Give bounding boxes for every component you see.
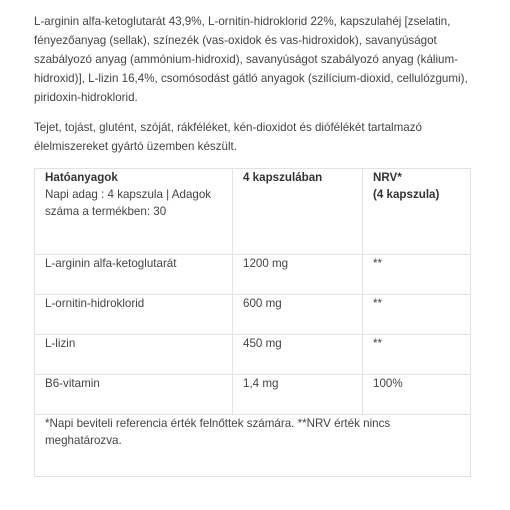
nutrition-table — [34, 168, 471, 477]
row-nrv: 100% — [363, 375, 471, 415]
header-amount — [233, 169, 363, 255]
row-amount: 600 mg — [233, 295, 363, 335]
header-active-ingredients — [35, 169, 233, 255]
row-amount: 1200 mg — [233, 255, 363, 295]
header-col2-title: 4 kapszulában — [243, 171, 323, 184]
table-row — [35, 295, 471, 335]
row-name: B6-vitamin — [35, 375, 233, 415]
table-footnote: *Napi beviteli referencia érték felnőttek számára. **NRV érték nincs meghatározva. — [35, 415, 471, 477]
allergen-text: Tejet, tojást, glutént, szóját, rákféléket, kén-dioxidot és diófélékét tartalmazó élelmiszereket gyártó üzemben készült. — [34, 121, 422, 153]
row-nrv: ** — [363, 335, 471, 375]
header-col1-title: Hatóanyagok — [45, 171, 118, 184]
row-name: L-arginin alfa-ketoglutarát — [35, 255, 233, 295]
ingredients-text: L-arginin alfa-ketoglutarát 43,9%, L-ornitin-hidroklorid 22%, kapszulahéj [zselatin, fényezőanyag (sellak), színezék (vas-oxidok és vas-hidroxidok), savanyúságot szabályozó anyag (ammónium-hidroxid), savanyúságot szabályozó anyag (kálium-hidroxid)], L-lizin 16,4%, csomósodást gátló anyagok (szilícium-dioxid, cellulózgumi), piridoxin-hidroklorid. — [34, 15, 468, 104]
row-amount: 1,4 mg — [233, 375, 363, 415]
table-footnote-row — [35, 415, 471, 477]
table-header-row — [35, 169, 471, 255]
row-nrv: ** — [363, 295, 471, 335]
header-nrv — [363, 169, 471, 255]
table-row — [35, 255, 471, 295]
table-row — [35, 375, 471, 415]
header-col3-title: NRV* — [373, 171, 402, 184]
header-col1-subtitle: Napi adag : 4 kapszula | Adagok száma a termékben: 30 — [45, 188, 212, 218]
row-nrv: ** — [363, 255, 471, 295]
header-col3-subtitle: (4 kapszula) — [373, 188, 440, 201]
row-name: L-ornitin-hidroklorid — [35, 295, 233, 335]
row-amount: 450 mg — [233, 335, 363, 375]
table-row — [35, 335, 471, 375]
row-name: L-lizin — [35, 335, 233, 375]
